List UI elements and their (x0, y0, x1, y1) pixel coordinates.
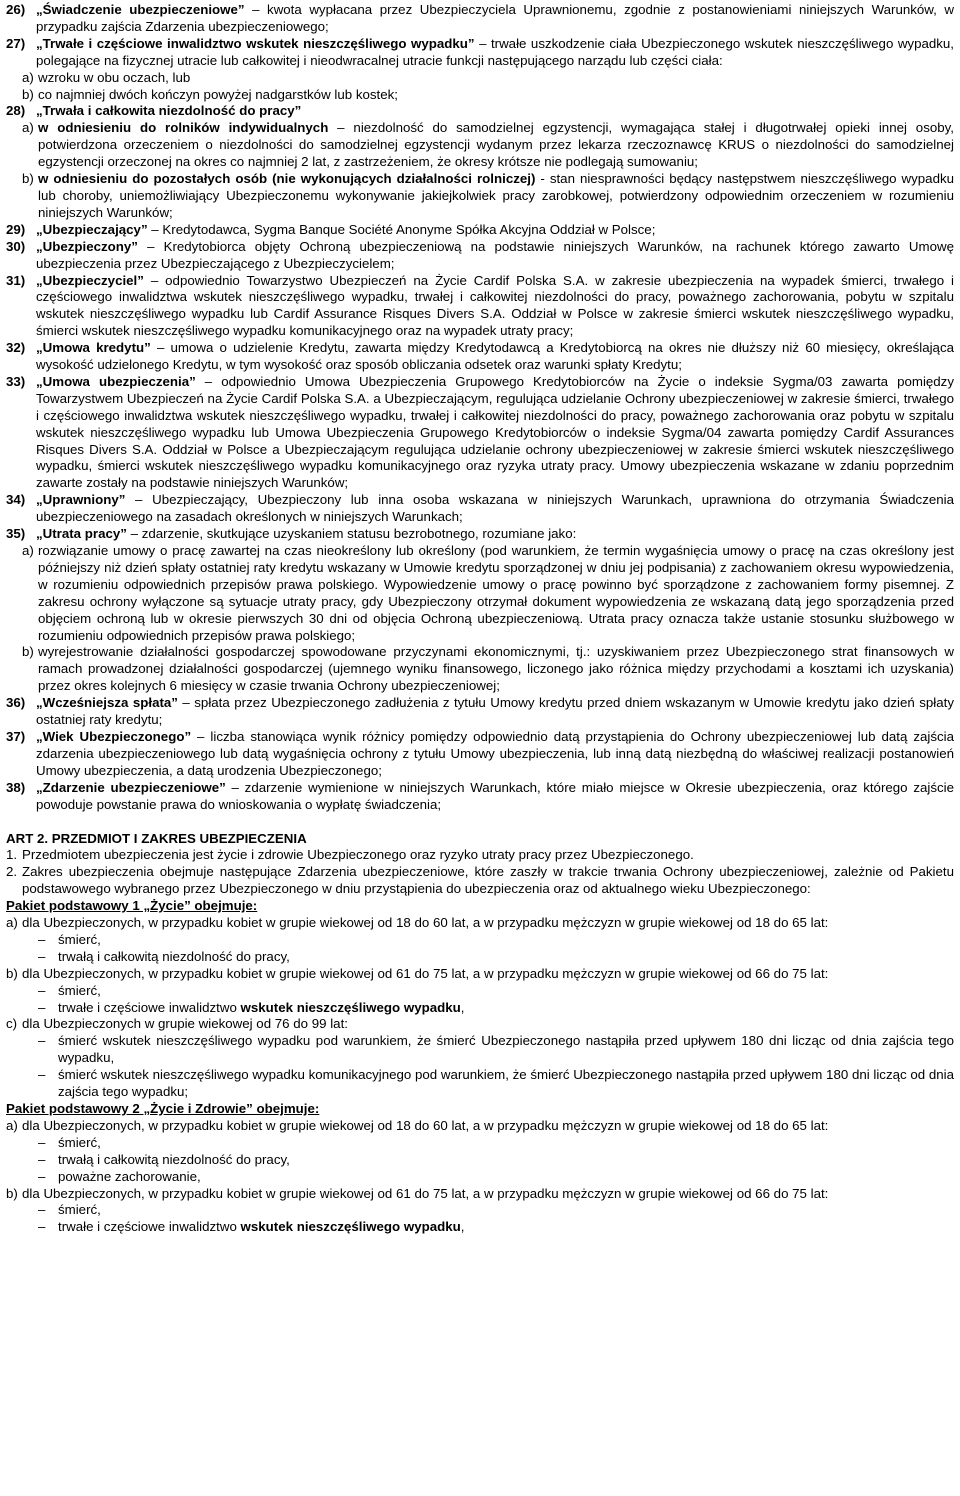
definition-34 (6, 492, 954, 526)
definition-text: – kwota wypłacana przez Ubezpieczyciela Uprawnionemu, zgodnie z postanowieniami niniejszych Warunków, w przypadku zajścia Zdarzenia ubezpieczeniowego; (36, 2, 954, 34)
article-item-2 (6, 864, 954, 898)
item-text: dla Ubezpieczonych, w przypadku kobiet w grupie wiekowej od 18 do 60 lat, a w przypadku mężczyzn w grupie wiekowej od 18 do 65 lat: (22, 915, 829, 931)
item-label: a) (22, 120, 34, 136)
item-text: dla Ubezpieczonych w grupie wiekowej od 76 do 99 lat: (22, 1016, 348, 1032)
dash-icon: – (38, 931, 46, 947)
package-2-a-item-1 (6, 1135, 954, 1152)
definition-term: „Ubezpieczony” (36, 238, 138, 254)
dash-icon: – (38, 1151, 46, 1167)
definition-28-item-b (6, 171, 954, 222)
package-2-b-item-2 (6, 1219, 954, 1236)
item-text: śmierć wskutek nieszczęśliwego wypadku komunikacyjnego pod warunkiem, że śmierć Ubezpieczonego nastąpiła przed upływem 180 dni licząc od dnia zajścia tego wypadku; (58, 1067, 954, 1100)
item-text: śmierć wskutek nieszczęśliwego wypadku pod warunkiem, że śmierć Ubezpieczonego nastąpiła przed upływem 180 dni licząc od dnia zajścia tego wypadku, (58, 1033, 954, 1066)
definition-27-item-a (6, 70, 954, 87)
item-text: rozwiązanie umowy o pracę zawartej na czas nieokreślony lub określony (pod warunkiem, że termin wygaśnięcia umowy o pracę na czas określony jest późniejszy niż dzień spłaty ostatniej raty kredytu wskazany w Umowie kredytu sporządzonej w dniu jej podpisania) z zachowaniem okresu wypowiedzenia, w rozumieniu odpowiednich przepisów prawa polskiego. Wypowiedzenie umowy o pracę powinno być sporządzone z zachowaniem formy pisemnej. Z zakresu ochrony wyłączone są sytuacje utraty pracy, gdy Ubezpieczony otrzymał dokument wypowiedzenia ze wskazaną datą jego sporządzenia przed objęciem ochroną lub w okresie pierwszych 30 dni od objęcia Ochroną ubezpieczeniową. Utrata pracy oznacza także ustanie stosunku służbowego w rozumieniu odpowiednich przepisów prawa polskiego; (38, 543, 954, 643)
definition-number: 36) (6, 695, 26, 711)
article-heading: ART 2. PRZEDMIOT I ZAKRES UBEZPIECZENIA (6, 830, 307, 846)
definition-text: – Kredytodawca, Sygma Banque Société Anonyme Spółka Akcyjna Oddział w Polsce; (147, 221, 656, 237)
package-1-group-a (6, 915, 954, 932)
definition-number: 38) (6, 779, 26, 795)
definition-text: – Ubezpieczający, Ubezpieczony lub inna osoba wskazana w niniejszych Warunkach, uprawniona do otrzymania Świadczenia ubezpieczeniowego na zasadach określonych w niniejszych Warunkach; (36, 492, 954, 525)
definition-term: „Umowa ubezpieczenia” (36, 373, 196, 389)
dash-icon: – (38, 1067, 46, 1083)
package-1-a-item-2 (6, 949, 954, 966)
dash-icon: – (38, 948, 46, 964)
dash-icon: – (38, 1134, 46, 1150)
definition-number: 32) (6, 340, 26, 356)
item-after: , (460, 999, 465, 1015)
item-label: b) (6, 1185, 18, 1201)
definition-text: – odpowiednio Towarzystwo Ubezpieczeń na Życie Cardif Polska S.A. w zakresie ubezpieczenia na wypadek śmierci, trwałego i częściowego inwalidztwa wskutek nieszczęśliwego wypadku, trwałej i całkowitej niezdolności do pracy, poważnego zachorowania, pobytu w szpitalu wskutek nieszczęśliwego wypadku lub Cardif Assurance Risques Divers S.A. Oddział w Polsce w zakresie śmierci wskutek nieszczęśliwego wypadku, śmierci wskutek nieszczęśliwego wypadku komunikacyjnego oraz na wypadek utraty pracy; (36, 272, 954, 339)
item-text: Zakres ubezpieczenia obejmuje następujące Zdarzenia ubezpieczeniowe, które zaszły w trakcie trwania Ochrony ubezpieczeniowej, zależnie od Pakietu podstawowego wybranego przez Ubezpieczonego w dniu przystąpienia do ubezpieczenia oraz od aktualnego wieku Ubezpieczonego: (22, 864, 954, 897)
definition-number: 26) (6, 2, 26, 17)
item-text: trwałe i częściowe inwalidztwo (58, 999, 241, 1015)
definition-text: – umowa o udzielenie Kredytu, zawarta między Kredytodawcą a Kredytobiorcą na okres nie dłuższy niż 60 miesięcy, określająca wysokość udzielonego Kredytu, w tym wysokość oraz sposób obliczania odsetek oraz warunki spłaty Kredytu; (36, 340, 954, 373)
definition-number: 29) (6, 221, 26, 237)
item-label: 1. (6, 847, 18, 863)
definition-32 (6, 340, 954, 374)
definition-29 (6, 222, 954, 239)
definition-number: 37) (6, 728, 26, 744)
definition-number: 28) (6, 103, 26, 119)
item-label: 2. (6, 864, 18, 880)
item-text: Przedmiotem ubezpieczenia jest życie i zdrowie Ubezpieczonego oraz ryzyko utraty pracy przez Ubezpieczonego. (22, 847, 694, 863)
definition-term: „Ubezpieczający” (36, 221, 148, 237)
article-item-1 (6, 847, 954, 864)
definition-37 (6, 729, 954, 780)
item-label: a) (22, 543, 34, 558)
definition-number: 31) (6, 272, 26, 288)
item-label: b) (22, 86, 34, 102)
item-label: c) (6, 1016, 18, 1032)
definition-term: „Zdarzenie ubezpieczeniowe” (36, 779, 226, 795)
definition-text: – zdarzenie, skutkujące uzyskaniem statusu bezrobotnego, rozumiane jako: (126, 526, 577, 542)
package-1-group-b (6, 966, 954, 983)
package-2-a-item-3 (6, 1169, 954, 1186)
definition-term: „Trwałe i częściowe inwalidztwo wskutek nieszczęśliwego wypadku” (36, 35, 475, 51)
item-bold: w odniesieniu do pozostałych osób (nie wykonujących działalności rolniczej) (38, 171, 536, 187)
definition-term: „Wiek Ubezpieczonego” (36, 728, 192, 744)
definition-number: 35) (6, 526, 26, 542)
package-1-c-item-2 (6, 1067, 954, 1101)
item-label: b) (6, 965, 18, 981)
item-label: b) (22, 171, 34, 187)
item-text: dla Ubezpieczonych, w przypadku kobiet w grupie wiekowej od 18 do 60 lat, a w przypadku mężczyzn w grupie wiekowej od 18 do 65 lat: (22, 1117, 829, 1133)
package-1-a-item-1 (6, 932, 954, 949)
item-text: śmierć, (58, 1134, 101, 1150)
package-2-group-a (6, 1118, 954, 1135)
definition-number: 33) (6, 373, 26, 389)
definition-term: „Trwała i całkowita niezdolność do pracy” (36, 103, 302, 119)
item-bold: wskutek nieszczęśliwego wypadku (240, 999, 461, 1015)
definition-26 (6, 2, 954, 36)
dash-icon: – (38, 1168, 46, 1184)
package-1-b-item-1 (6, 983, 954, 1000)
definition-term: „Świadczenie ubezpieczeniowe” (36, 2, 245, 17)
item-text: co najmniej dwóch kończyn powyżej nadgarstków lub kostek; (38, 86, 398, 102)
package-2-title: Pakiet podstawowy 2 „Życie i Zdrowie” obejmuje: (6, 1101, 320, 1116)
definition-27-item-b (6, 87, 954, 104)
item-label: a) (6, 915, 18, 931)
dash-icon: – (38, 1219, 46, 1235)
item-after: , (460, 1219, 465, 1235)
package-1-b-item-2 (6, 1000, 954, 1017)
definition-text: – Kredytobiorca objęty Ochroną ubezpieczeniową na podstawie niniejszych Warunków, na rachunek którego zawarto Umowę ubezpieczenia przez Ubezpieczającego z Ubezpieczycielem; (36, 238, 954, 271)
definition-term: „Utrata pracy” (36, 526, 127, 542)
definition-text: – zdarzenie wymienione w niniejszych Warunkach, które miało miejsce w Okresie ubezpieczenia, oraz którego zajście powoduje powstanie prawa do wnioskowania o wypłatę świadczenia; (36, 779, 954, 812)
item-text: wzroku w obu oczach, lub (38, 69, 191, 85)
package-1-title: Pakiet podstawowy 1 „Życie” obejmuje: (6, 898, 258, 914)
definition-text: – spłata przez Ubezpieczonego zadłużenia z tytułu Umowy kredytu przed dniem wskazanym w Umowie kredytu jako dzień spłaty ostatniej raty kredytu; (36, 695, 954, 728)
definition-31 (6, 273, 954, 341)
definition-36 (6, 695, 954, 729)
definition-38 (6, 780, 954, 814)
definition-text: – liczba stanowiąca wynik różnicy pomiędzy odpowiednio datą przystąpienia do Ochrony ubezpieczeniowej lub datą zajścia zdarzenia ubezpieczeniowego lub datą wygaśnięcia ochrony z tytułu Umowy ubezpieczenia, lub inną datą niezbędną do właściwej realizacji postanowień Umowy ubezpieczenia, a datą urodzenia Ubezpieczonego; (36, 728, 954, 778)
item-label: b) (22, 644, 34, 660)
item-bold: w odniesieniu do rolników indywidualnych (38, 120, 329, 136)
item-label: a) (22, 69, 34, 85)
item-text: trwałą i całkowitą niezdolność do pracy, (58, 948, 290, 964)
item-text: dla Ubezpieczonych, w przypadku kobiet w grupie wiekowej od 61 do 75 lat, a w przypadku mężczyzn w grupie wiekowej od 66 do 75 lat: (22, 1185, 829, 1201)
item-text: trwałą i całkowitą niezdolność do pracy, (58, 1151, 290, 1167)
definition-number: 34) (6, 492, 26, 508)
item-text: – niezdolność do samodzielnej egzystencji, wymagająca stałej i długotrwałej opieki innej osoby, potwierdzona orzeczeniem o niezdolności do samodzielnej egzystencji wydanym przez lekarza rzeczoznawcę KRUS o niezdolności do samodzielnej egzystencji orzeczonej na okres co najmniej 2 lat, z zastrzeżeniem, że okresy krótsze nie podlegają sumowaniu; (38, 120, 954, 170)
definition-text: – odpowiednio Umowa Ubezpieczenia Grupowego Kredytobiorców na Życie o indeksie Sygma/03 zawarta pomiędzy Towarzystwem Ubezpieczeń na Życie Cardif Polska S.A. a Ubezpieczającym, regulująca udzielanie Ochrony ubezpieczeniowej w zakresie śmierci, trwałego i częściowego inwalidztwa wskutek nieszczęśliwego wypadku, trwałej i całkowitej niezdolności do pracy, poważnego zachorowania oraz pobytu w szpitalu wskutek nieszczęśliwego wypadku lub Umowa Ubezpieczenia Grupowego Kredytobiorców o indeksie Sygma/04 zawarta pomiędzy Cardif Assurances Risques Divers S.A. Oddział w Polsce a Ubezpieczającym regulująca udzielanie ochrony ubezpieczeniowej w zakresie śmierci wskutek nieszczęśliwego wypadku, śmierci wskutek nieszczęśliwego wypadku komunikacyjnego oraz ryzyka utraty pracy. Umowy ubezpieczenia wskazane w zdaniu poprzednim zawarte zostały na podstawie niniejszych Warunków; (36, 373, 954, 491)
package-2-group-b (6, 1186, 954, 1203)
definition-35 (6, 526, 954, 543)
dash-icon: – (38, 982, 46, 998)
definition-30 (6, 239, 954, 273)
item-text: trwałe i częściowe inwalidztwo (58, 1219, 241, 1235)
item-text: dla Ubezpieczonych, w przypadku kobiet w grupie wiekowej od 61 do 75 lat, a w przypadku mężczyzn w grupie wiekowej od 66 do 75 lat: (22, 965, 829, 981)
item-text: śmierć, (58, 1202, 101, 1218)
dash-icon: – (38, 1202, 46, 1218)
definition-35-item-a (6, 543, 954, 644)
dash-icon: – (38, 1033, 46, 1049)
item-bold: wskutek nieszczęśliwego wypadku (240, 1219, 461, 1235)
definition-number: 27) (6, 35, 26, 51)
package-2-a-item-2 (6, 1152, 954, 1169)
package-1-group-c (6, 1016, 954, 1033)
item-text: śmierć, (58, 931, 101, 947)
dash-icon: – (38, 999, 46, 1015)
definition-term: „Wcześniejsza spłata” (36, 695, 178, 711)
definition-28-item-a (6, 120, 954, 171)
package-1-c-item-1 (6, 1033, 954, 1067)
definition-term: „Uprawniony” (36, 492, 126, 508)
item-text: - stan niesprawności będący następstwem nieszczęśliwego wypadku lub choroby, uniemożliwiający Ubezpieczonemu wykonywanie jakiejkolwiek pracy zarobkowej, potwierdzony odpowiednim orzeczeniem w rozumieniu niniejszych Warunków; (38, 171, 955, 220)
definition-text: – trwałe uszkodzenie ciała Ubezpieczonego wskutek nieszczęśliwego wypadku, polegające na fizycznej utracie lub całkowitej i nieodwracalnej utracie funkcji następującego narządu lub części ciała: (36, 35, 955, 68)
item-text: wyrejestrowanie działalności gospodarczej spowodowane przyczynami ekonomicznymi, tj.: uzyskiwaniem przez Ubezpieczonego strat finansowych w ramach prowadzonej działalności gospodarczej (ujemnego wyniku finansowego, liczonego jako różnica między przychodami a kosztami ich uzyskania) przez okres kolejnych 6 miesięcy w czasie trwania Ochrony ubezpieczeniowej; (38, 644, 954, 694)
definition-term: „Umowa kredytu” (36, 340, 151, 356)
item-text: śmierć, (58, 982, 101, 998)
package-2-b-item-1 (6, 1202, 954, 1219)
definition-28 (6, 103, 954, 120)
definition-35-item-b (6, 644, 954, 695)
definition-term: „Ubezpieczyciel” (36, 272, 144, 288)
definition-number: 30) (6, 238, 26, 254)
definition-33 (6, 374, 954, 492)
item-text: poważne zachorowanie, (58, 1168, 201, 1184)
definition-27 (6, 36, 954, 70)
item-label: a) (6, 1117, 18, 1133)
